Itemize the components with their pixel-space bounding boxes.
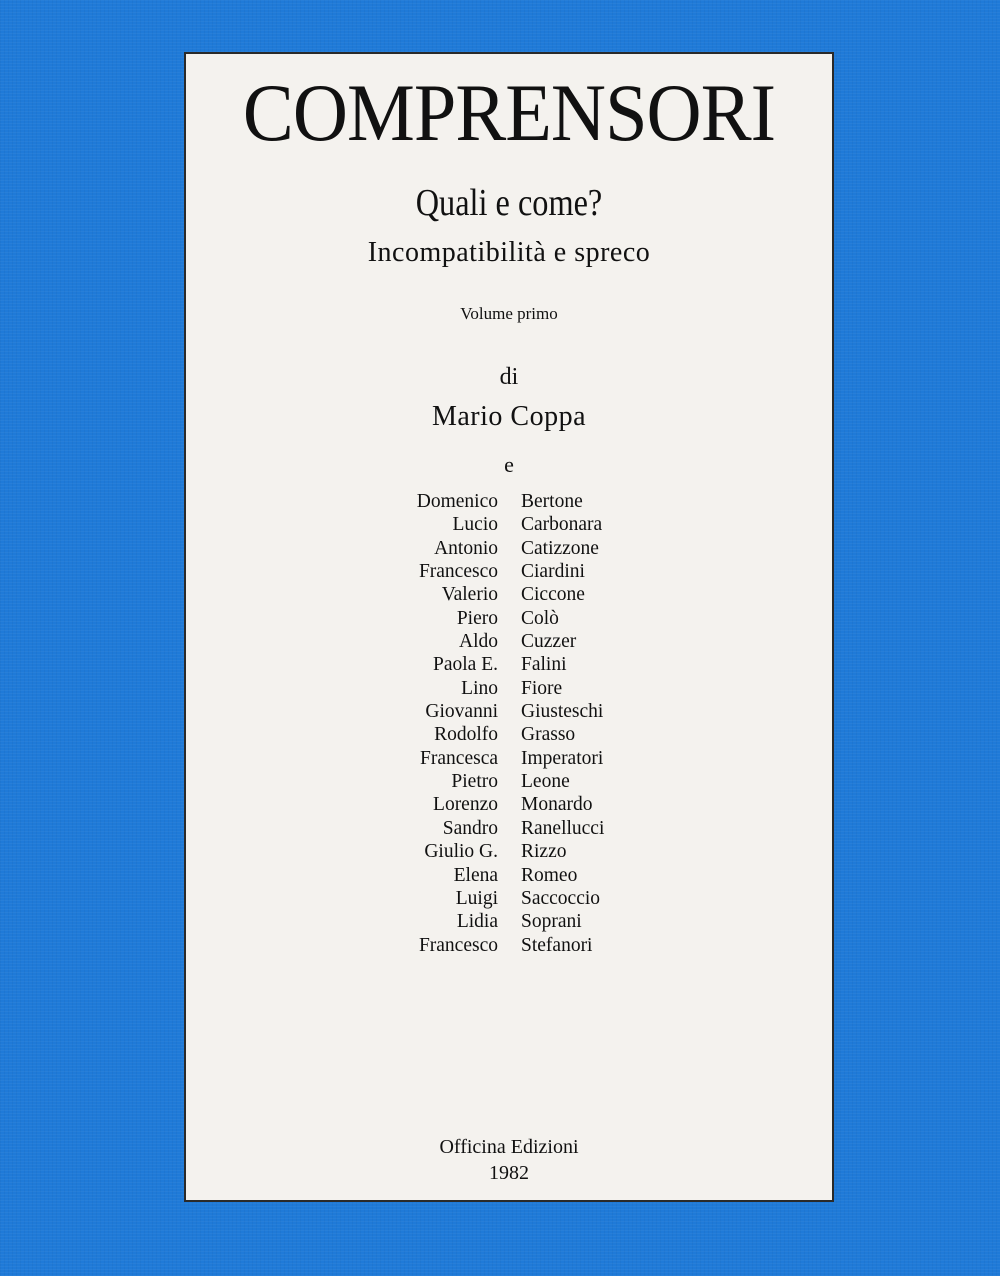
author-last-name: Rizzo <box>521 841 567 863</box>
author-row <box>186 537 832 560</box>
author-row <box>186 677 832 700</box>
book-subtitle-secondary: Incompatibilità e spreco <box>367 237 651 268</box>
author-row <box>186 653 832 676</box>
author-first-name: Lino <box>461 677 498 699</box>
volume-label: Volume primo <box>460 304 558 323</box>
author-first-name: Rodolfo <box>434 724 498 746</box>
author-first-name: Piero <box>456 607 498 629</box>
author-first-name: Sandro <box>442 817 498 839</box>
author-last-name: Ciardini <box>521 561 585 583</box>
author-row <box>186 583 832 606</box>
author-row <box>186 864 832 887</box>
author-last-name: Stefanori <box>521 934 593 956</box>
author-last-name: Monardo <box>521 794 593 816</box>
author-first-name: Luigi <box>455 887 498 909</box>
author-last-name: Saccoccio <box>521 887 601 909</box>
book-subtitle: Quali e come? <box>415 182 603 224</box>
author-first-name: Antonio <box>434 537 498 559</box>
author-row <box>186 910 832 933</box>
author-last-name: Grasso <box>521 724 576 746</box>
author-last-name: Romeo <box>521 864 578 886</box>
co-author-list <box>186 490 832 957</box>
author-first-name: Elena <box>453 864 498 886</box>
author-first-name: Lucio <box>452 514 498 536</box>
author-first-name: Pietro <box>451 771 498 793</box>
author-row <box>186 607 832 630</box>
author-row <box>186 934 832 957</box>
author-first-name: Giovanni <box>425 701 498 723</box>
author-row <box>186 630 832 653</box>
author-first-name: Francesco <box>418 934 498 956</box>
author-last-name: Cuzzer <box>521 631 577 653</box>
book-title: COMPRENSORI <box>242 67 776 158</box>
author-row <box>186 747 832 770</box>
author-row <box>186 887 832 910</box>
author-last-name: Bertone <box>521 491 583 512</box>
author-last-name: Ciccone <box>521 584 585 606</box>
author-row <box>186 513 832 536</box>
author-row <box>186 770 832 793</box>
author-row <box>186 560 832 583</box>
and-label: e <box>504 452 514 477</box>
author-last-name: Colò <box>521 607 559 629</box>
main-author: Mario Coppa <box>431 401 587 432</box>
author-first-name: Giulio G. <box>424 841 498 863</box>
author-row <box>186 840 832 863</box>
author-last-name: Fiore <box>521 677 563 699</box>
author-first-name: Valerio <box>441 584 498 606</box>
author-row <box>186 793 832 816</box>
author-last-name: Carbonara <box>521 514 603 536</box>
publisher-name: Officina Edizioni <box>439 1136 579 1158</box>
author-last-name: Catizzone <box>521 537 599 559</box>
author-first-name: Francesca <box>420 747 498 769</box>
author-last-name: Ranellucci <box>521 817 605 839</box>
author-first-name: Paola E. <box>433 654 498 676</box>
author-row <box>186 817 832 840</box>
author-row <box>186 723 832 746</box>
author-first-name: Aldo <box>459 631 498 653</box>
publication-year: 1982 <box>489 1162 529 1184</box>
by-label: di <box>499 364 519 390</box>
author-last-name: Imperatori <box>521 747 604 769</box>
title-label-card <box>184 52 834 1202</box>
author-first-name: Domenico <box>416 491 498 512</box>
author-first-name: Lorenzo <box>433 794 498 816</box>
author-last-name: Soprani <box>521 911 582 933</box>
author-last-name: Giusteschi <box>521 701 604 723</box>
author-first-name: Francesco <box>418 561 498 583</box>
author-last-name: Leone <box>521 771 570 793</box>
author-row <box>186 490 832 513</box>
author-last-name: Falini <box>521 654 567 676</box>
author-first-name: Lidia <box>456 911 498 933</box>
author-row <box>186 700 832 723</box>
